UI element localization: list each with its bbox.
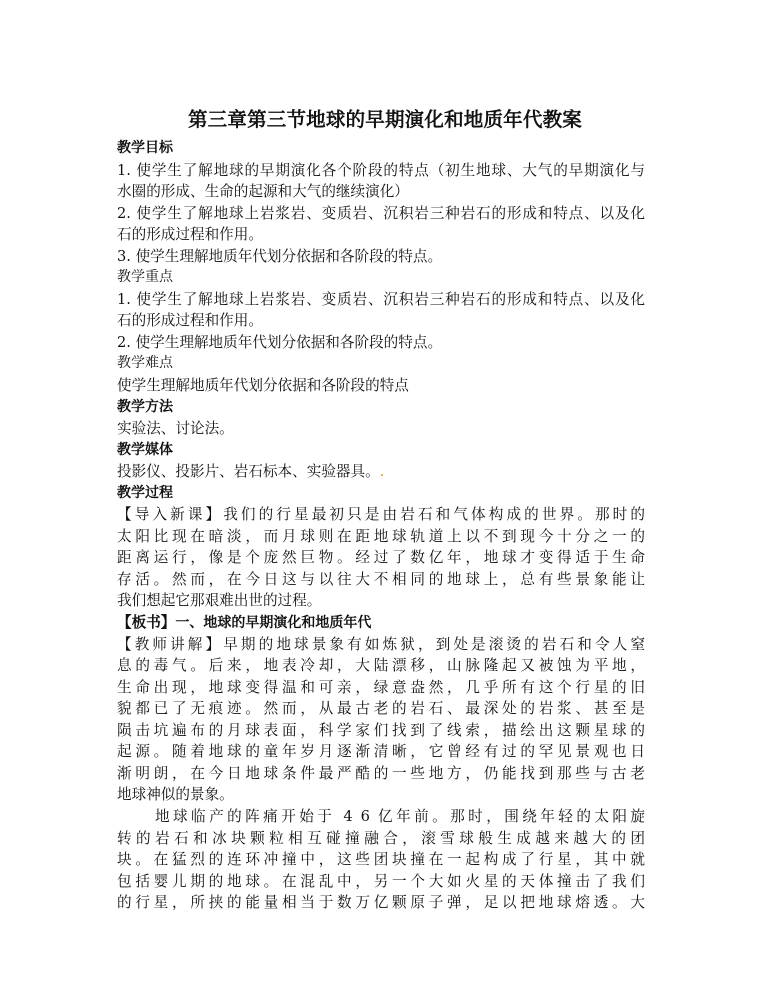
- paragraph-line: 转的岩石和冰块颗粒相互碰撞融合，滚雪球般生成越来越大的团: [117, 829, 645, 847]
- intro-line: [117, 504, 645, 526]
- objective-line: 1. 使学生了解地球的早期演化各个阶段的特点（初生地球、大气的早期演化与: [117, 161, 645, 179]
- paragraph-line: 包括婴儿期的地球。在混乱中，另一个大如火星的天体撞击了我们: [117, 872, 645, 890]
- teacher-text: 早期的地球景象有如炼狱，到处是滚烫的岩石和令人窒: [223, 635, 645, 653]
- teacher-line: 息的毒气。后来，地表冷却，大陆漂移，山脉隆起又被蚀为平地，: [117, 657, 645, 675]
- intro-line: 太阳比现在暗淡，而月球则在距地球轨道上以不到现今十分之一的: [117, 527, 645, 545]
- objective-line: 3. 使学生理解地质年代划分依据和各阶段的特点。: [117, 247, 443, 265]
- paragraph-line: 地球临产的阵痛开始于 4 6 亿年前。那时，围绕年轻的太阳旋: [155, 807, 645, 825]
- method-text: 实验法、讨论法。: [117, 420, 234, 438]
- media-text: 投影仪、投影片、岩石标本、实验器具。: [117, 463, 380, 481]
- difficulty-heading: 教学难点: [117, 355, 173, 372]
- page-title: 第三章第三节地球的早期演化和地质年代教案: [187, 108, 582, 131]
- media-heading: 教学媒体: [117, 441, 173, 458]
- method-heading: 教学方法: [117, 398, 173, 415]
- media-line: [117, 461, 645, 483]
- intro-label: 【导入新课】: [117, 506, 224, 524]
- paragraph-line: 块。在猛烈的连环冲撞中，这些团块撞在一起构成了行星，其中就: [117, 851, 645, 869]
- teacher-label: 【教师讲解】: [117, 635, 224, 653]
- intro-line: 距离运行，像是个庞然巨物。经过了数亿年，地球才变得适于生命: [117, 549, 645, 567]
- intro-text: 我们的行星最初只是由岩石和气体构成的世界。那时的: [223, 506, 645, 524]
- intro-line: 存活。然而，在今日这与以往大不相同的地球上，总有些景象能让: [117, 570, 645, 588]
- media-mark: .: [379, 463, 385, 481]
- board-text: 一、地球的早期演化和地质年代: [175, 615, 372, 632]
- key-points-heading: 教学重点: [117, 269, 173, 286]
- teacher-line: 渐明朗，在今日地球条件最严酷的一些地方，仍能找到那些与古老: [117, 764, 645, 782]
- teacher-line: 陨击坑遍布的月球表面，科学家们找到了线索，描绘出这颗星球的: [117, 721, 645, 739]
- teacher-line: [117, 634, 645, 656]
- teacher-line: 貌都已了无痕迹。然而，从最古老的岩石、最深处的岩浆、甚至是: [117, 700, 645, 718]
- teacher-line: 起源。随着地球的童年岁月逐渐清晰，它曾经有过的罕见景观也日: [117, 743, 645, 761]
- board-label: 【板书】: [117, 614, 176, 632]
- intro-line: 我们想起它那艰难出世的过程。: [117, 592, 322, 610]
- objectives-heading: 教学目标: [117, 140, 173, 156]
- document-body: [117, 138, 645, 914]
- paragraph-line: 的行星，所挟的能量相当于数万亿颗原子弹，足以把地球熔透。大: [117, 894, 645, 912]
- objective-line: 水圈的形成、生命的起源和大气的继续演化）: [117, 183, 409, 201]
- process-heading: 教学过程: [117, 484, 173, 501]
- objective-line: 石的形成过程和作用。: [117, 226, 263, 244]
- key-point-line: 2. 使学生理解地质年代划分依据和各阶段的特点。: [117, 333, 443, 351]
- objective-line: 2. 使学生了解地球上岩浆岩、变质岩、沉积岩三种岩石的形成和特点、以及化: [117, 204, 645, 222]
- board-line: [117, 612, 645, 634]
- teacher-line: 地球神似的景象。: [117, 786, 234, 804]
- key-point-line: 石的形成过程和作用。: [117, 312, 263, 330]
- teacher-line: 生命出现，地球变得温和可亲，绿意盎然，几乎所有这个行星的旧: [117, 678, 645, 696]
- key-point-line: 1. 使学生了解地球上岩浆岩、变质岩、沉积岩三种岩石的形成和特点、以及化: [117, 290, 645, 308]
- difficulty-text: 使学生理解地质年代划分依据和各阶段的特点: [117, 377, 409, 395]
